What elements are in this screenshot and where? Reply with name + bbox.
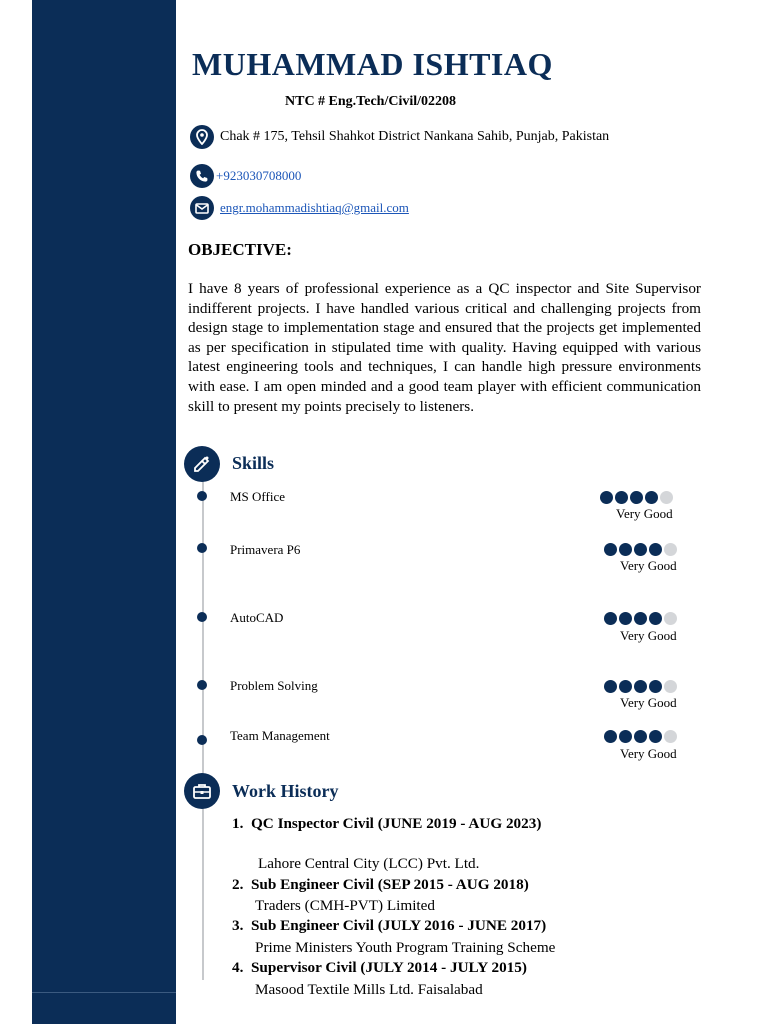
rating-dot — [634, 612, 647, 625]
rating-dot — [634, 543, 647, 556]
rating-dot — [604, 543, 617, 556]
job-company: Lahore Central City (LCC) Pvt. Ltd. — [258, 855, 480, 872]
objective-heading: OBJECTIVE: — [188, 240, 292, 259]
phone-icon — [190, 164, 214, 188]
job-number: 4. — [232, 959, 244, 976]
skill-level: Very Good — [616, 506, 673, 521]
job-title — [232, 876, 529, 894]
timeline-dot — [197, 680, 207, 690]
job-title-text: Supervisor Civil (JULY 2014 - JULY 2015) — [250, 959, 527, 976]
rating-dot-empty — [664, 680, 677, 693]
rating-dot — [604, 612, 617, 625]
skill-level: Very Good — [620, 628, 677, 643]
briefcase-icon — [184, 773, 220, 809]
rating-dot — [634, 680, 647, 693]
skills-icon — [184, 446, 220, 482]
skill-level: Very Good — [620, 695, 677, 710]
skill-rating — [600, 491, 673, 504]
skill-name: AutoCAD — [230, 610, 284, 625]
skill-name: MS Office — [230, 489, 286, 504]
contact-email[interactable] — [190, 196, 409, 220]
skill-rating — [604, 680, 677, 693]
rating-dot — [619, 612, 632, 625]
skill-level: Very Good — [620, 746, 677, 761]
rating-dot — [619, 543, 632, 556]
sidebar-divider — [32, 992, 176, 993]
skills-title: Skills — [232, 453, 275, 473]
job-title-text: Sub Engineer Civil (JULY 2016 - JUNE 2017) — [250, 917, 547, 934]
skill-rating — [604, 730, 677, 743]
job-title-text: Sub Engineer Civil (SEP 2015 - AUG 2018) — [250, 876, 529, 893]
rating-dot — [634, 730, 647, 743]
skill-level: Very Good — [620, 558, 677, 573]
job-number: 1. — [232, 815, 244, 832]
rating-dot — [604, 730, 617, 743]
rating-dot — [649, 680, 662, 693]
rating-dot — [615, 491, 628, 504]
envelope-icon — [190, 196, 214, 220]
job-title — [232, 815, 541, 833]
rating-dot — [645, 491, 658, 504]
rating-dot — [619, 680, 632, 693]
skill-rating — [604, 543, 677, 556]
resume-name: MUHAMMAD ISHTIAQ — [192, 46, 553, 82]
contact-phone[interactable] — [190, 164, 301, 188]
job-number: 3. — [232, 917, 244, 934]
rating-dot-empty — [664, 730, 677, 743]
job-title — [232, 917, 546, 935]
email-link[interactable]: engr.mohammadishtiaq@gmail.com — [220, 200, 409, 215]
job-company: Traders (CMH-PVT) Limited — [255, 897, 435, 914]
location-pin-icon — [190, 125, 214, 149]
ntc-number: NTC # Eng.Tech/Civil/02208 — [285, 94, 457, 109]
job-number: 2. — [232, 876, 244, 893]
skill-name: Problem Solving — [230, 678, 318, 693]
sidebar-band — [32, 0, 176, 1024]
job-company: Masood Textile Mills Ltd. Faisalabad — [255, 981, 483, 998]
rating-dot — [649, 730, 662, 743]
rating-dot — [604, 680, 617, 693]
job-title — [232, 959, 527, 977]
skill-rating — [604, 612, 677, 625]
rating-dot — [630, 491, 643, 504]
work-history-title: Work History — [232, 781, 339, 801]
rating-dot-empty — [664, 543, 677, 556]
rating-dot — [649, 612, 662, 625]
rating-dot — [600, 491, 613, 504]
timeline-dot — [197, 612, 207, 622]
address-text: Chak # 175, Tehsil Shahkot District Nankana Sahib, Punjab, Pakistan — [220, 129, 610, 144]
phone-link[interactable]: +923030708000 — [216, 168, 302, 183]
rating-dot — [649, 543, 662, 556]
job-company: Prime Ministers Youth Program Training Scheme — [255, 939, 556, 956]
rating-dot — [619, 730, 632, 743]
job-title-text: QC Inspector Civil (JUNE 2019 - AUG 2023) — [250, 815, 542, 832]
skill-name: Primavera P6 — [230, 542, 301, 557]
rating-dot-empty — [664, 612, 677, 625]
timeline-dot — [197, 735, 207, 745]
contact-address — [190, 125, 609, 149]
skill-name: Team Management — [230, 728, 330, 743]
timeline-dot — [197, 491, 207, 501]
objective-text: I have 8 years of professional experience as a QC inspector and Site Supervisor indifferent projects. I have handled various critical and challenging projects from design stage to implementation stage and ensured that the projects get implemented as per specification in stipulated time with quality. Having equipped with various latest engineering tools and techniques, I can handle high pressure environments with ease. I am open minded and a good team player with efficient communication skill to present my points precisely to listeners. — [188, 280, 701, 415]
rating-dot-empty — [660, 491, 673, 504]
timeline-dot — [197, 543, 207, 553]
